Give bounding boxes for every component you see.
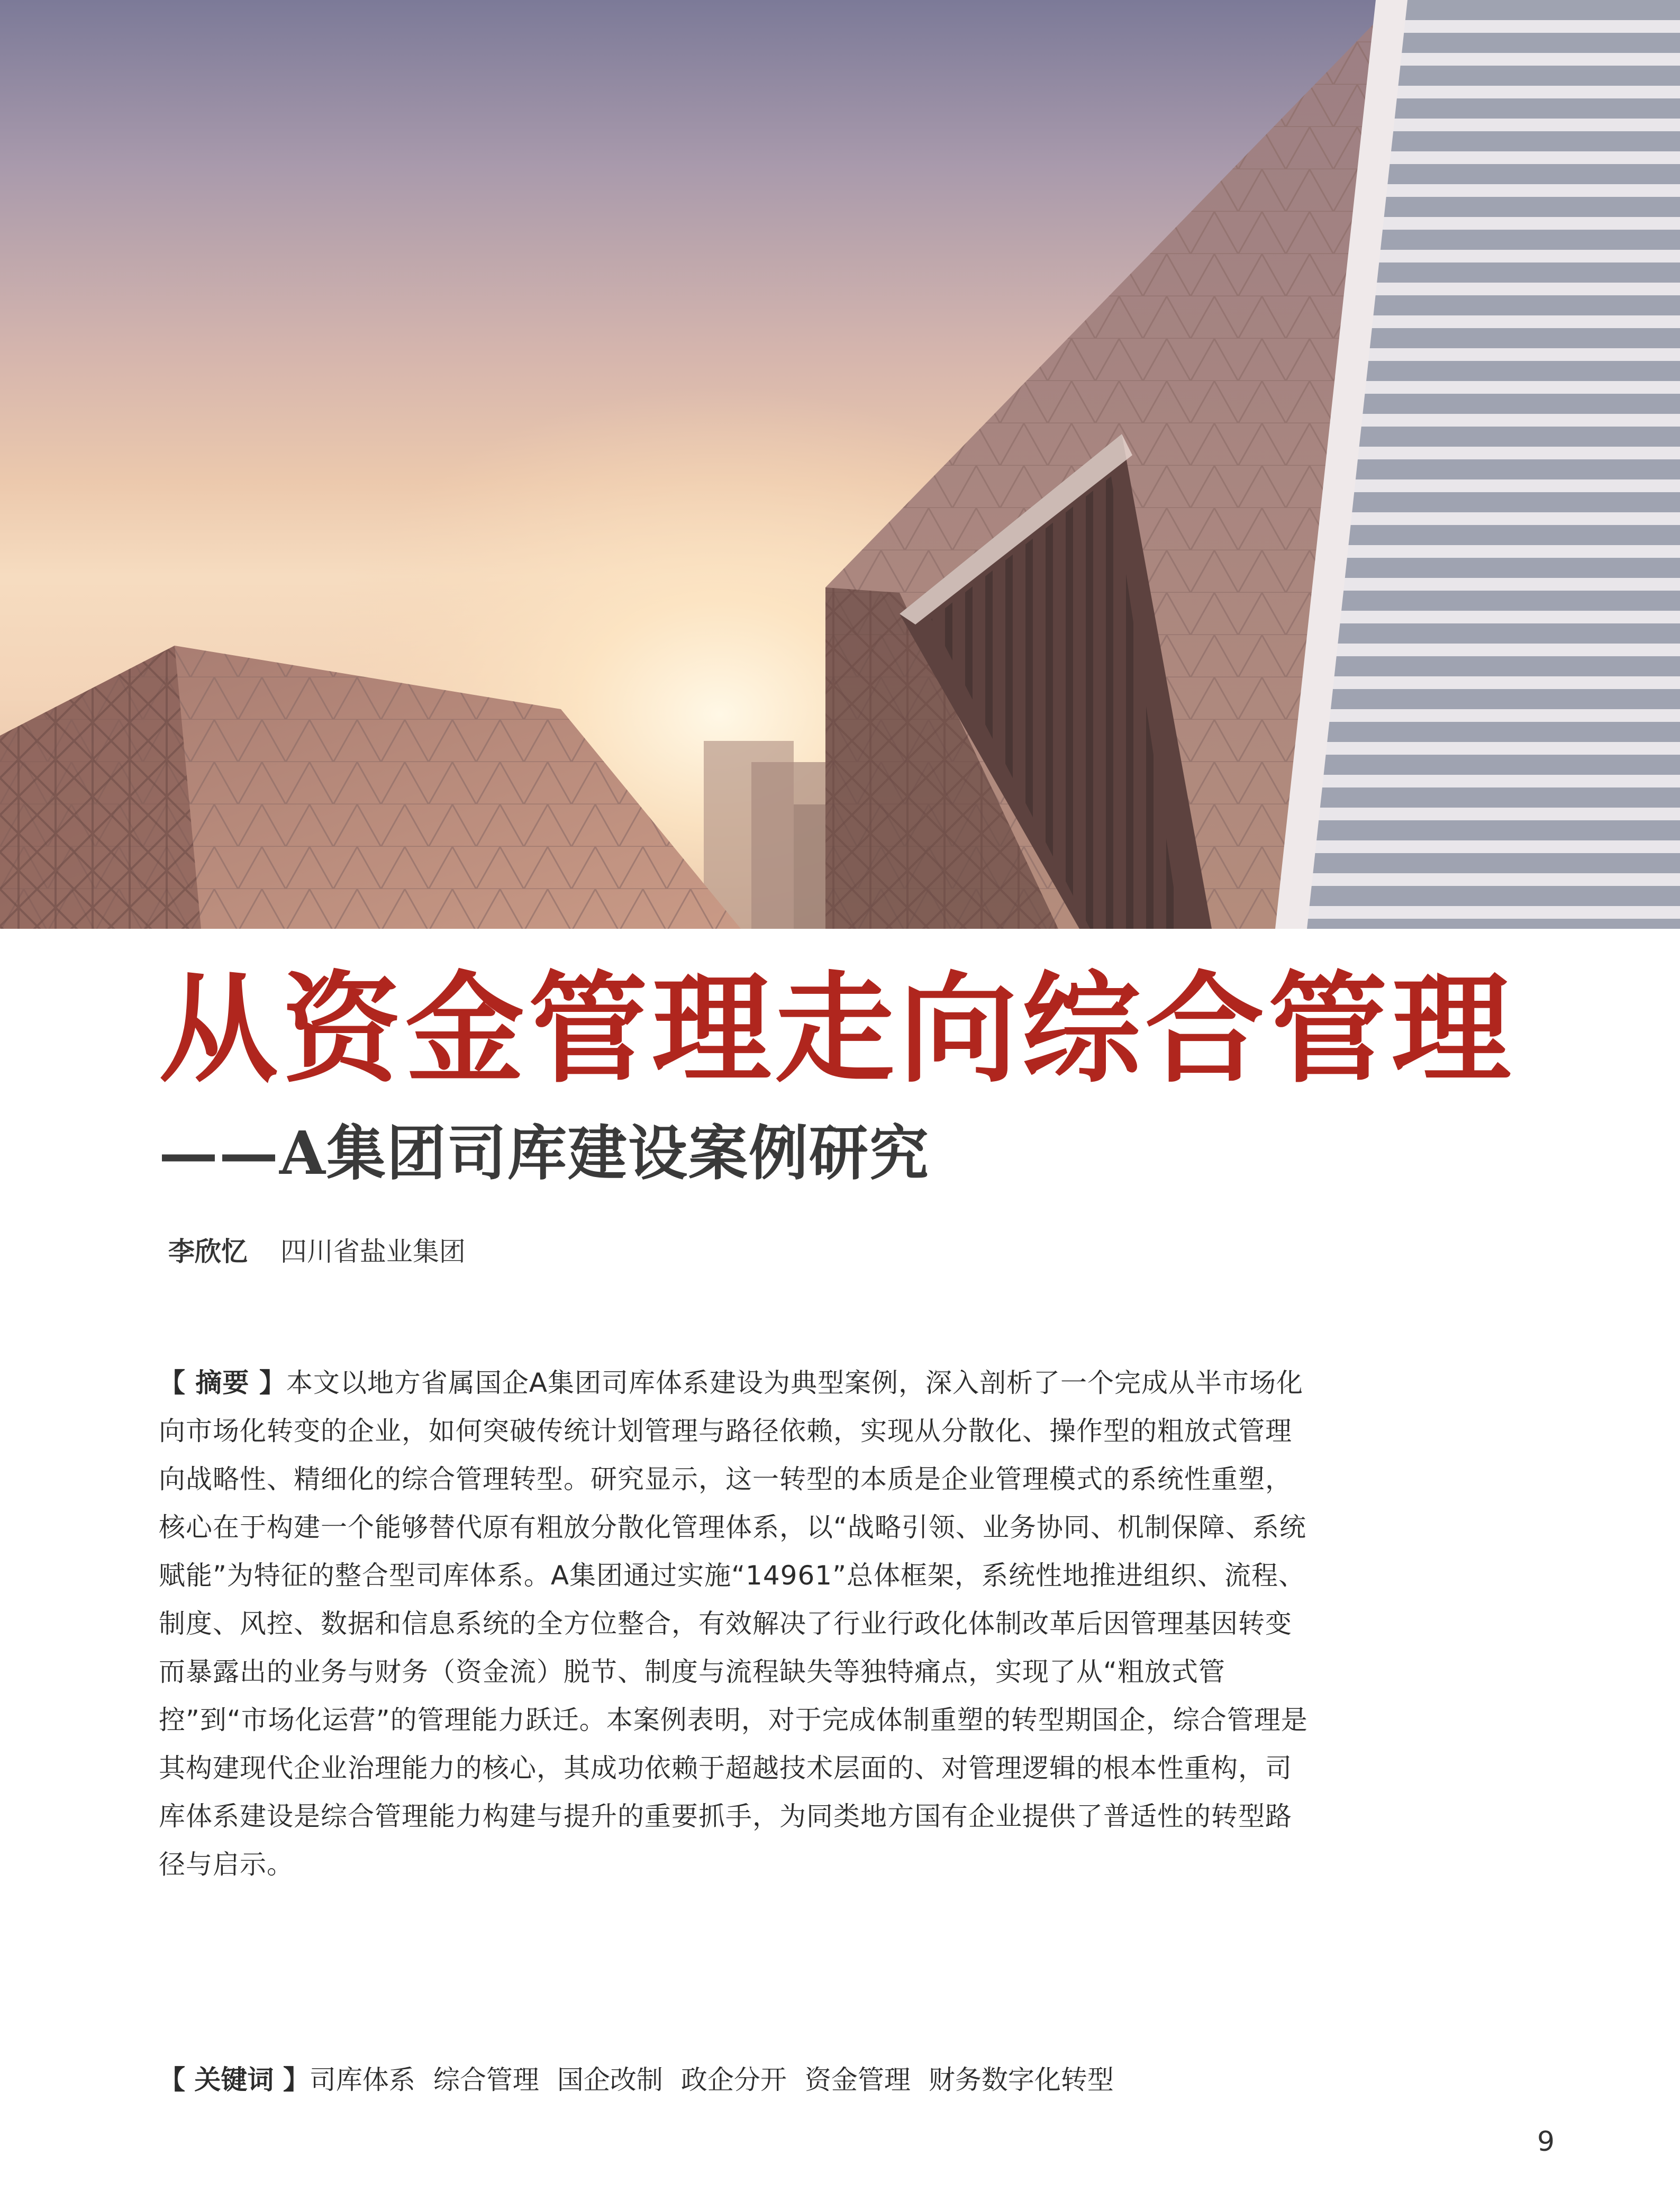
article-subtitle: ——A集团司库建设案例研究 xyxy=(159,1119,930,1188)
author-affiliation: 四川省盐业集团 xyxy=(280,1236,466,1267)
hero-photo-buildings xyxy=(0,0,1680,929)
keyword: 国企改制 xyxy=(557,2065,663,2095)
abstract-label: 【 摘要 】 xyxy=(159,1368,286,1398)
keyword: 综合管理 xyxy=(433,2065,539,2095)
keywords xyxy=(159,2056,1376,2104)
abstract-text: 本文以地方省属国企A集团司库体系建设为典型案例，深入剖析了一个完成从半市场化向市场化转变的企业，如何突破传统计划管理与路径依赖，实现从分散化、操作型的粗放式管理向战略性、精细化的综合管理转型。研究显示，这一转型的本质是企业管理模式的系统性重塑，核心在于构建一个能够替代原有粗放分散化管理体系，以“战略引领、业务协同、机制保障、系统赋能”为特征的整合型司库体系。A集团通过实施“14961”总体框架，系统性地推进组织、流程、制度、风控、数据和信息系统的全方位整合，有效解决了行业行政化体制改革后因管理基因转变而暴露出的业务与财务（资金流）脱节、制度与流程缺失等独特痛点，实现了从“粗放式管控”到“市场化运营”的管理能力跃迁。本案例表明，对于完成体制重塑的转型期国企，综合管理是其构建现代企业治理能力的核心，其成功依赖于超越技术层面的、对管理逻辑的根本性重构，司库体系建设是综合管理能力构建与提升的重要抓手，为同类地方国有企业提供了普适性的转型路径与启示。 xyxy=(159,1368,1308,1880)
keyword: 资金管理 xyxy=(804,2065,911,2095)
keywords-label: 【 关键词 】 xyxy=(159,2065,310,2095)
hero-illustration xyxy=(0,0,1680,929)
keyword: 司库体系 xyxy=(309,2065,415,2095)
page-number: 9 xyxy=(1537,2126,1555,2158)
byline xyxy=(168,1233,466,1270)
abstract xyxy=(159,1359,1318,1889)
keyword: 财务数字化转型 xyxy=(928,2065,1114,2095)
keyword: 政企分开 xyxy=(680,2065,787,2095)
author-name: 李欣忆 xyxy=(168,1236,248,1267)
article-title: 从资金管理走向综合管理 xyxy=(159,959,1515,1099)
